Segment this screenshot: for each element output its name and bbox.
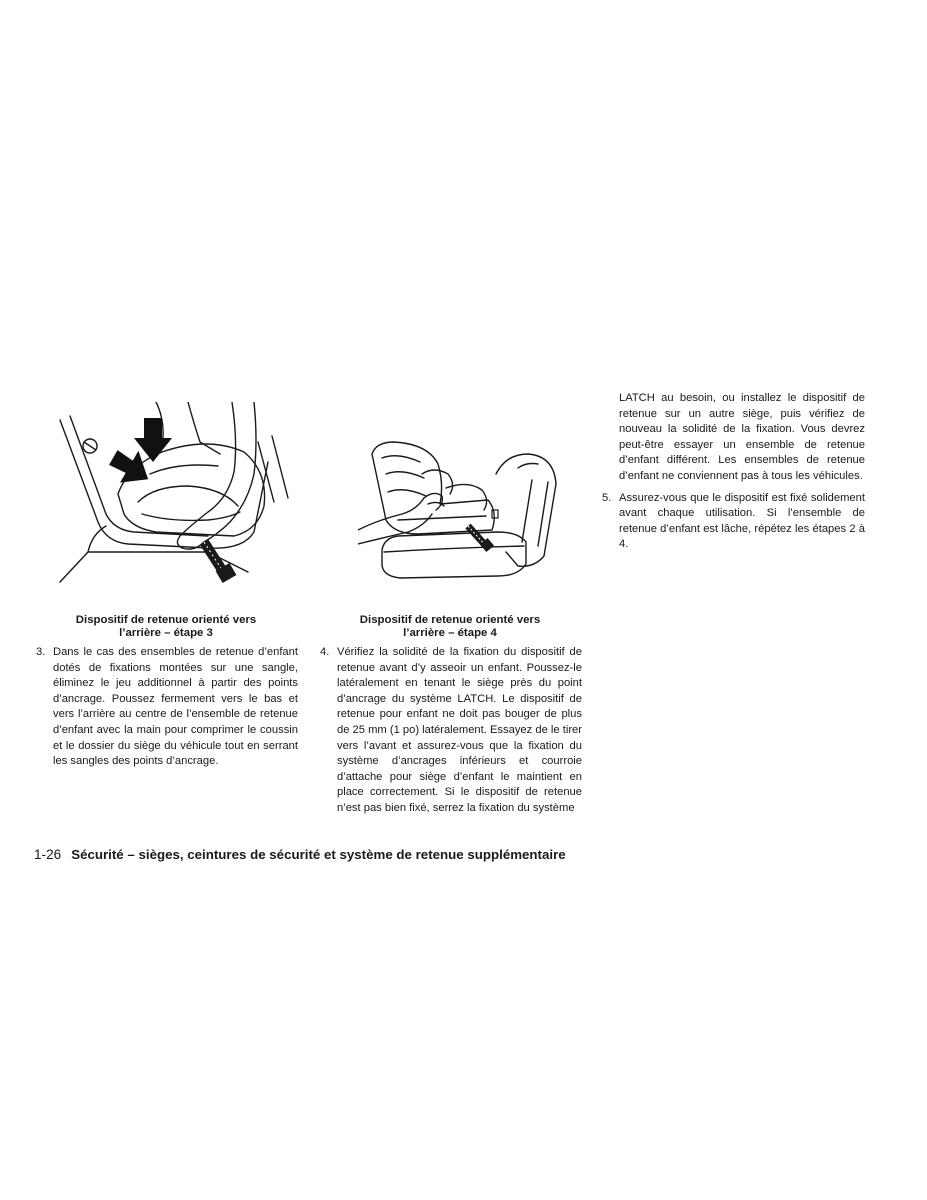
step-5 (602, 491, 865, 553)
step-4 (320, 645, 582, 817)
illustration-step-4 (358, 434, 570, 580)
figure-caption-step-4 (322, 614, 578, 640)
child-seat-press-illustration (58, 402, 300, 586)
step-number: 3. (36, 646, 46, 658)
text-column-left (36, 645, 298, 770)
step-text: Dans le cas des ensembles de retenue d’enfant dotés de fixations montées sur une sangle, éliminez le jeu additionnel à partir des points d’ancrage. Poussez fermement vers le bas et vers l’arrière au centre de l’ensemble de retenue d’enfant avec la main pour comprimer le coussin et le dossier du siège du véhicule tout en serrant les sangles des points d’ancrage. (53, 646, 298, 768)
child-seat-check-illustration (358, 434, 570, 580)
caption-line: Dispositif de retenue orienté vers (75, 614, 257, 626)
down-left-arrow-icon (106, 444, 148, 488)
text-column-right (602, 391, 865, 553)
step-number: 4. (320, 646, 330, 658)
step-number: 5. (602, 491, 612, 504)
page-footer (34, 846, 614, 864)
page-number: 1-26 (34, 847, 62, 862)
step-text: Assurez-vous que le dispositif est fixé solidement avant chaque utilisation. Si l’ensemble de retenue d’enfant est lâche, répétez les étapes 2 à 4. (619, 491, 865, 551)
step-4-continued: LATCH au besoin, ou installez le dispositif de retenue sur un autre siège, puis vérifiez de nouveau la solidité de la fixation. Vous devrez peut-être essayer un ensemble de retenue d’enfant différent. Les ensembles de retenue d’enfant ne conviennent pas à tous les véhicules. (619, 392, 865, 482)
text-column-middle (320, 645, 582, 817)
section-title: Sécurité – sièges, ceintures de sécurité et système de retenue supplémentaire (71, 847, 566, 862)
caption-line: Dispositif de retenue orienté vers (359, 614, 541, 626)
caption-line: l’arrière – étape 3 (119, 627, 213, 639)
figure-caption-step-3 (40, 614, 292, 640)
step-3 (36, 645, 298, 770)
illustration-step-3 (58, 402, 300, 586)
step-text: Vérifiez la solidité de la fixation du dispositif de retenue avant d’y asseoir un enfant. Poussez-le latéralement en tenant le siège près du point d’ancrage du système LATCH. Le dispositif de retenue pour enfant ne doit pas bouger de plus de 25 mm (1 po) latéralement. Essayez de le tirer vers l’avant et assurez-vous que la fixation du système d’ancrages inférieurs et courroie d’attache pour siège d’enfant le maintient en place correctement. Si le dispositif de retenue n’est pas bien fixé, serrez la fixation du système (337, 646, 582, 814)
caption-line: l’arrière – étape 4 (403, 627, 497, 639)
